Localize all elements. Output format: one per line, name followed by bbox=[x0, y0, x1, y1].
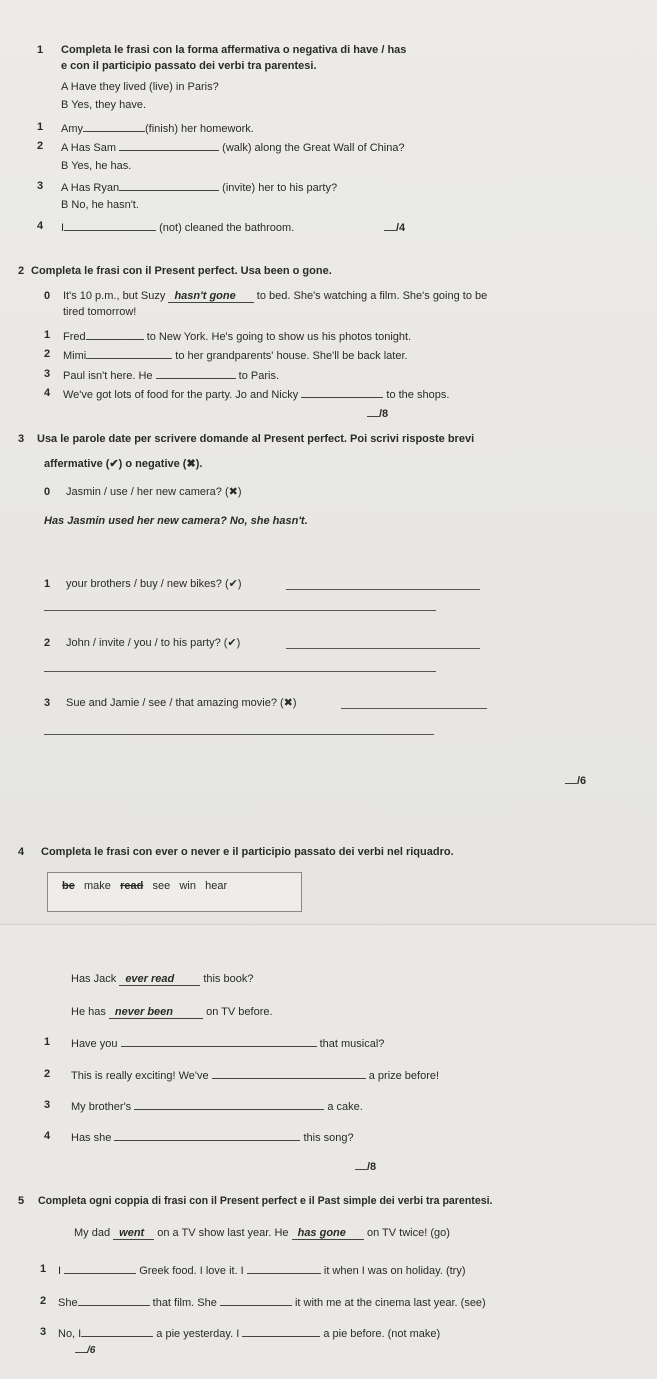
ex1-heading-line1: Completa le frasi con la forma affermativa o negativa di have / has bbox=[61, 44, 407, 56]
ex2-item-2-pre: Mimi bbox=[63, 350, 87, 362]
ex1-item-3-pre: A Has Ryan bbox=[61, 182, 120, 194]
ex1-item-3-post: (invite) her to his party? bbox=[222, 182, 338, 194]
ex5-example-post: on TV twice! (go) bbox=[366, 1227, 450, 1239]
ex5-example-answer-2: has gone bbox=[292, 1227, 364, 1240]
ex2-heading: Completa le frasi con il Present perfect. Usa been o gone. bbox=[31, 265, 332, 277]
ex1-item-2-blank[interactable] bbox=[119, 140, 219, 151]
ex3-heading-line2: affermative (✔) o negative (✖). bbox=[44, 458, 203, 470]
ex2-score-blank[interactable] bbox=[367, 406, 379, 417]
ex4-word-be: be bbox=[62, 880, 75, 892]
ex3-number: 3 bbox=[18, 433, 25, 445]
ex1-item-2-num: 2 bbox=[37, 140, 44, 152]
ex4-item-2-blank[interactable] bbox=[212, 1068, 366, 1079]
ex2-item-4-blank[interactable] bbox=[301, 387, 383, 398]
ex4-item-4-blank[interactable] bbox=[114, 1130, 300, 1141]
ex3-example-prompt: Jasmin / use / her new camera? (✖) bbox=[66, 486, 242, 498]
ex1-example-b: B Yes, they have. bbox=[61, 99, 147, 111]
ex2-item-2 bbox=[63, 348, 408, 363]
ex4-item-3-blank[interactable] bbox=[134, 1099, 324, 1110]
ex1-item-4 bbox=[61, 220, 294, 235]
ex2-example-pre: It's 10 p.m., but Suzy bbox=[63, 290, 166, 302]
ex1-item-2-pre: A Has Sam bbox=[61, 142, 117, 154]
ex3-score bbox=[565, 773, 586, 788]
ex2-score bbox=[367, 406, 388, 421]
ex5-item-3-pre: No, I bbox=[58, 1328, 82, 1340]
ex4-item-3 bbox=[71, 1099, 363, 1114]
ex4-word-make: make bbox=[84, 880, 111, 892]
ex4-example-1 bbox=[71, 973, 253, 986]
ex3-example-answer: Has Jasmin used her new camera? No, she hasn't. bbox=[44, 515, 308, 527]
ex2-item-4-post: to the shops. bbox=[386, 389, 450, 401]
ex1-item-2 bbox=[61, 140, 405, 155]
ex5-item-3-num: 3 bbox=[40, 1326, 47, 1338]
ex1-item-4-post: (not) cleaned the bathroom. bbox=[159, 222, 295, 234]
ex5-score bbox=[75, 1342, 95, 1357]
ex3-heading-line1: Usa le parole date per scrivere domande al Present perfect. Poi scrivi risposte brevi bbox=[37, 433, 475, 445]
ex1-item-1-pre: Amy bbox=[61, 123, 83, 135]
ex3-item-1-num: 1 bbox=[44, 578, 51, 590]
ex4-heading: Completa le frasi con ever o never e il participio passato dei verbi nel riquadro. bbox=[41, 846, 454, 858]
ex2-item-4 bbox=[63, 387, 449, 402]
ex2-item-3-post: to Paris. bbox=[238, 370, 280, 382]
ex1-score-label: /4 bbox=[396, 222, 406, 234]
ex2-item-2-post: to her grandparents' house. She'll be back later. bbox=[175, 350, 408, 362]
ex2-item-4-num: 4 bbox=[44, 387, 51, 399]
ex2-item-1-num: 1 bbox=[44, 329, 51, 341]
ex2-item-3 bbox=[63, 368, 279, 383]
ex2-example bbox=[63, 290, 487, 303]
ex4-item-2 bbox=[71, 1068, 439, 1083]
ex5-item-3-post: a pie before. (not make) bbox=[323, 1328, 441, 1340]
ex4-item-1-post: that musical? bbox=[319, 1038, 385, 1050]
ex5-item-2-num: 2 bbox=[40, 1295, 47, 1307]
ex1-example-a: A Have they lived (live) in Paris? bbox=[61, 81, 219, 93]
ex1-item-3-reply: B No, he hasn't. bbox=[61, 199, 139, 211]
ex4-item-1 bbox=[71, 1036, 384, 1051]
ex4-word-list bbox=[62, 880, 227, 893]
ex1-item-2-reply: B Yes, he has. bbox=[61, 160, 132, 172]
ex4-example-1-post: this book? bbox=[203, 973, 254, 985]
ex2-item-2-blank[interactable] bbox=[86, 348, 172, 359]
ex5-heading: Completa ogni coppia di frasi con il Present perfect e il Past simple dei verbi tra parentesi. bbox=[38, 1195, 493, 1207]
ex5-item-1 bbox=[58, 1263, 466, 1278]
ex4-item-3-pre: My brother's bbox=[71, 1101, 132, 1113]
ex5-item-3-mid: a pie yesterday. I bbox=[156, 1328, 240, 1340]
ex5-item-2-mid: that film. She bbox=[152, 1297, 217, 1309]
ex4-item-4 bbox=[71, 1130, 354, 1145]
ex3-score-label: /6 bbox=[577, 775, 587, 787]
ex2-item-1 bbox=[63, 329, 411, 344]
ex5-example bbox=[74, 1227, 450, 1240]
ex5-score-label: /6 bbox=[87, 1345, 96, 1356]
ex4-word-win: win bbox=[179, 880, 196, 892]
ex4-item-4-pre: Has she bbox=[71, 1132, 112, 1144]
ex4-score-blank[interactable] bbox=[355, 1159, 367, 1170]
ex1-item-4-blank[interactable] bbox=[64, 220, 156, 231]
ex2-score-label: /8 bbox=[379, 408, 389, 420]
ex2-item-1-post: to New York. He's going to show us his photos tonight. bbox=[146, 331, 412, 343]
ex4-item-2-post: a prize before! bbox=[368, 1070, 440, 1082]
ex3-example-num: 0 bbox=[44, 486, 51, 498]
ex4-example-2-pre: He has bbox=[71, 1006, 106, 1018]
ex4-word-read: read bbox=[120, 880, 144, 892]
ex4-example-1-answer: ever read bbox=[119, 973, 200, 986]
ex2-example-post: to bed. She's watching a film. She's going to be bbox=[256, 290, 488, 302]
ex4-score-label: /8 bbox=[367, 1161, 377, 1173]
ex4-item-2-pre: This is really exciting! We've bbox=[71, 1070, 209, 1082]
ex5-item-1-mid: Greek food. I love it. I bbox=[139, 1265, 244, 1277]
ex4-item-4-num: 4 bbox=[44, 1130, 51, 1142]
ex5-item-2-blank-1[interactable] bbox=[78, 1295, 150, 1306]
ex1-item-1-num: 1 bbox=[37, 121, 44, 133]
ex5-item-2-blank-2[interactable] bbox=[220, 1295, 292, 1306]
ex4-item-3-num: 3 bbox=[44, 1099, 51, 1111]
ex4-item-1-blank[interactable] bbox=[121, 1036, 317, 1047]
ex4-score bbox=[355, 1159, 376, 1174]
ex3-item-3-num: 3 bbox=[44, 697, 51, 709]
ex1-item-4-num: 4 bbox=[37, 220, 44, 232]
ex5-item-1-post: it when I was on holiday. (try) bbox=[323, 1265, 466, 1277]
ex2-item-3-pre: Paul isn't here. He bbox=[63, 370, 153, 382]
ex2-item-4-pre: We've got lots of food for the party. Jo and Nicky bbox=[63, 389, 299, 401]
ex5-item-3 bbox=[58, 1326, 440, 1341]
ex4-example-2 bbox=[71, 1006, 273, 1019]
ex1-item-2-post: (walk) along the Great Wall of China? bbox=[222, 142, 405, 154]
ex4-item-1-num: 1 bbox=[44, 1036, 51, 1048]
ex3-item-2-answer-line-a[interactable] bbox=[286, 648, 480, 649]
ex2-example-answer: hasn't gone bbox=[168, 290, 253, 303]
ex1-item-1-blank[interactable] bbox=[83, 121, 145, 132]
ex5-item-2-post: it with me at the cinema last year. (see) bbox=[294, 1297, 486, 1309]
ex3-item-1-answer-line-a[interactable] bbox=[286, 589, 480, 590]
ex4-item-3-post: a cake. bbox=[327, 1101, 363, 1113]
ex5-example-answer-1: went bbox=[113, 1227, 154, 1240]
ex5-item-2-pre: She bbox=[58, 1297, 78, 1309]
ex3-item-3-answer-line-a[interactable] bbox=[341, 708, 487, 709]
ex3-item-3-answer-line-b[interactable] bbox=[44, 734, 434, 735]
ex1-item-3 bbox=[61, 180, 337, 195]
ex5-score-blank[interactable] bbox=[75, 1342, 87, 1353]
ex2-item-1-pre: Fred bbox=[63, 331, 86, 343]
ex2-item-3-blank[interactable] bbox=[156, 368, 236, 379]
ex1-item-1 bbox=[61, 121, 254, 136]
ex4-word-see: see bbox=[152, 880, 171, 892]
ex3-score-blank[interactable] bbox=[565, 773, 577, 784]
ex1-heading-line2: e con il participio passato dei verbi tra parentesi. bbox=[61, 60, 317, 72]
ex4-word-box bbox=[47, 872, 302, 912]
ex2-number: 2 bbox=[18, 265, 25, 277]
ex3-item-2-num: 2 bbox=[44, 637, 51, 649]
ex2-item-1-blank[interactable] bbox=[86, 329, 144, 340]
ex2-example-line2: tired tomorrow! bbox=[63, 306, 137, 318]
ex5-item-1-pre: I bbox=[58, 1265, 62, 1277]
lower-sheet bbox=[0, 924, 657, 1379]
ex1-item-1-post: (finish) her homework. bbox=[145, 123, 254, 135]
ex4-item-2-num: 2 bbox=[44, 1068, 51, 1080]
ex5-item-1-blank-2[interactable] bbox=[247, 1263, 321, 1274]
ex3-item-1-prompt: your brothers / buy / new bikes? (✔) bbox=[66, 578, 242, 590]
ex5-example-mid: on a TV show last year. He bbox=[157, 1227, 289, 1239]
ex5-number: 5 bbox=[18, 1195, 25, 1207]
ex4-number: 4 bbox=[18, 846, 25, 858]
ex4-example-2-post: on TV before. bbox=[206, 1006, 273, 1018]
ex4-word-hear: hear bbox=[205, 880, 228, 892]
ex3-item-3-prompt: Sue and Jamie / see / that amazing movie? (✖) bbox=[66, 697, 297, 709]
ex5-item-1-num: 1 bbox=[40, 1263, 47, 1275]
ex5-example-pre: My dad bbox=[74, 1227, 111, 1239]
ex1-number: 1 bbox=[37, 44, 44, 56]
ex2-example-num: 0 bbox=[44, 290, 51, 302]
ex5-item-3-blank-2[interactable] bbox=[242, 1326, 320, 1337]
ex3-item-2-prompt: John / invite / you / to his party? (✔) bbox=[66, 637, 241, 649]
ex4-example-2-answer: never been bbox=[109, 1006, 203, 1019]
ex2-item-2-num: 2 bbox=[44, 348, 51, 360]
ex3-item-2-answer-line-b[interactable] bbox=[44, 671, 436, 672]
ex4-item-1-pre: Have you bbox=[71, 1038, 118, 1050]
ex1-item-4-pre: I bbox=[61, 222, 65, 234]
ex1-score bbox=[384, 220, 405, 235]
ex4-item-4-post: this song? bbox=[303, 1132, 354, 1144]
ex1-item-3-blank[interactable] bbox=[119, 180, 219, 191]
ex5-item-1-blank-1[interactable] bbox=[64, 1263, 136, 1274]
ex1-item-3-num: 3 bbox=[37, 180, 44, 192]
ex3-item-1-answer-line-b[interactable] bbox=[44, 610, 436, 611]
ex2-item-3-num: 3 bbox=[44, 368, 51, 380]
ex4-example-1-pre: Has Jack bbox=[71, 973, 117, 985]
ex5-item-3-blank-1[interactable] bbox=[81, 1326, 153, 1337]
ex1-score-blank[interactable] bbox=[384, 220, 396, 231]
ex5-item-2 bbox=[58, 1295, 486, 1310]
